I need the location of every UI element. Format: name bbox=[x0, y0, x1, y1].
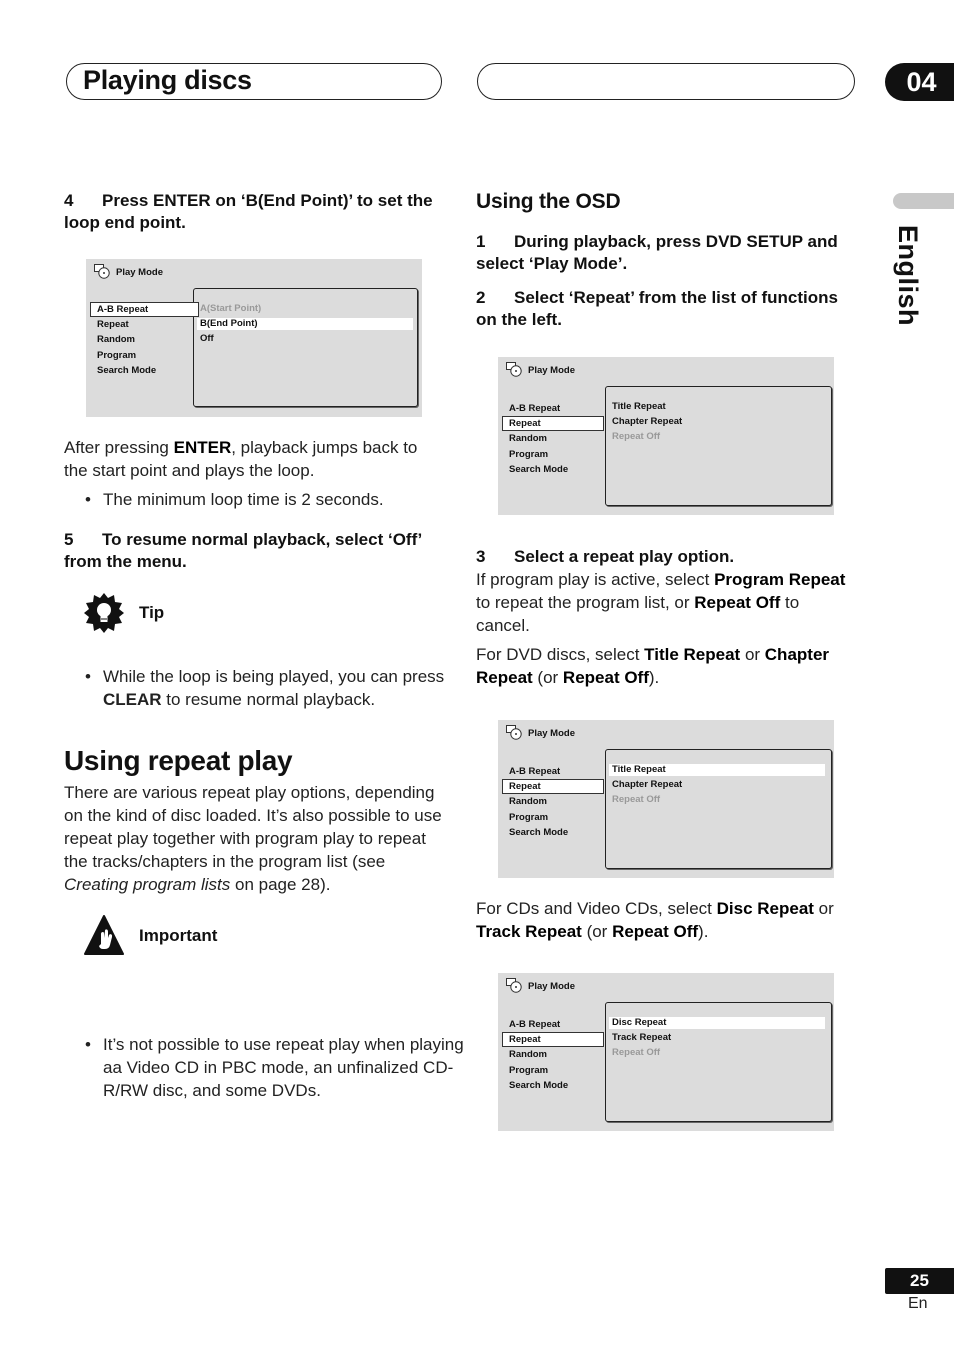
text-bold: Track Repeat bbox=[476, 922, 582, 941]
text-run: ). bbox=[648, 668, 660, 687]
step-3 bbox=[476, 546, 856, 568]
step-text: Select ‘Repeat’ from the list of functions on the left. bbox=[476, 288, 838, 329]
text-bold: Chapter Repeat bbox=[476, 645, 830, 687]
text-italic: Creating program lists bbox=[64, 875, 231, 894]
text-run: , playback jumps back to the start point and plays the loop. bbox=[64, 438, 418, 480]
important-bullet: • It’s not possible to use repeat play when playing aa Video CD in PBC mode, an unfinalized CD-R/RW disc, and some DVDs. bbox=[64, 1033, 468, 1102]
osd-options-panel bbox=[605, 386, 832, 506]
repeat-play-paragraph bbox=[64, 781, 446, 896]
osd-option[interactable]: Chapter Repeat bbox=[612, 779, 683, 790]
osd-option[interactable]: A(Start Point) bbox=[200, 303, 262, 314]
step-2 bbox=[476, 287, 846, 331]
osd-screen-ab-repeat bbox=[86, 259, 422, 417]
osd-menu-item[interactable]: Search Mode bbox=[509, 826, 569, 838]
osd-options-panel bbox=[605, 1002, 832, 1122]
section-title: Playing discs bbox=[83, 65, 252, 95]
osd-menu-item[interactable]: Search Mode bbox=[509, 463, 569, 475]
cd-repeat-paragraph bbox=[476, 897, 856, 943]
osd-title: Play Mode bbox=[528, 365, 575, 376]
step-number: 2 bbox=[476, 288, 486, 307]
osd-screen-repeat bbox=[498, 357, 834, 515]
program-repeat-paragraph bbox=[476, 568, 851, 637]
text-run: or bbox=[813, 899, 834, 918]
osd-title: Play Mode bbox=[528, 728, 575, 739]
osd-option[interactable]: Track Repeat bbox=[612, 1032, 672, 1043]
step-number: 4 bbox=[64, 191, 74, 210]
chapter-number: 04 bbox=[885, 63, 954, 101]
step-1 bbox=[476, 231, 856, 275]
osd-option-selected[interactable]: Title Repeat bbox=[609, 764, 825, 776]
text-bold: CLEAR bbox=[103, 690, 162, 709]
osd-menu-item[interactable]: Repeat bbox=[97, 319, 129, 330]
header-blank-box bbox=[477, 63, 855, 100]
osd-menu-item-selected[interactable]: A-B Repeat bbox=[90, 302, 199, 317]
important-warning-icon bbox=[84, 914, 124, 956]
text-bold: Disc Repeat bbox=[716, 899, 814, 918]
play-mode-icon bbox=[94, 264, 111, 279]
side-tab-marker bbox=[893, 193, 954, 209]
text-bold: Repeat Off bbox=[612, 922, 699, 941]
osd-menu-item-selected[interactable]: Repeat bbox=[502, 1032, 604, 1047]
step-text: During playback, press DVD SETUP and select ‘Play Mode’. bbox=[476, 232, 838, 273]
text-run: or bbox=[740, 645, 765, 664]
important-label: Important bbox=[139, 926, 218, 945]
osd-menu-item-selected[interactable]: Repeat bbox=[502, 779, 604, 794]
step-4 bbox=[64, 190, 444, 234]
osd-option[interactable]: Repeat Off bbox=[612, 794, 661, 805]
osd-menu bbox=[91, 302, 192, 378]
text-run: While the loop is being played, you can press bbox=[103, 667, 445, 686]
osd-title: Play Mode bbox=[116, 267, 163, 278]
play-mode-icon bbox=[506, 978, 523, 993]
text-bold: Program Repeat bbox=[714, 570, 846, 589]
osd-menu bbox=[503, 764, 604, 840]
text-run: to repeat the program list, or bbox=[476, 593, 695, 612]
text-bold: Title Repeat bbox=[644, 645, 741, 664]
osd-menu-item[interactable]: Search Mode bbox=[97, 364, 157, 376]
play-mode-icon bbox=[506, 725, 523, 740]
step-5 bbox=[64, 529, 444, 573]
osd-options-panel bbox=[605, 749, 832, 869]
text-run: After pressing bbox=[64, 438, 174, 457]
osd-option-selected[interactable]: Disc Repeat bbox=[609, 1017, 825, 1029]
step-text: Select a repeat play option. bbox=[514, 547, 735, 566]
osd-menu-item[interactable]: Search Mode bbox=[509, 1079, 569, 1091]
osd-option[interactable]: Off bbox=[200, 333, 214, 344]
osd-option[interactable]: Repeat Off bbox=[612, 1047, 661, 1058]
osd-menu-item[interactable]: Program bbox=[97, 349, 137, 361]
page-number: 25 bbox=[885, 1268, 954, 1294]
osd-menu-item[interactable]: A-B Repeat bbox=[509, 766, 561, 777]
osd-option[interactable]: Title Repeat bbox=[612, 401, 666, 412]
step-number: 1 bbox=[476, 232, 486, 251]
side-language-label: English bbox=[893, 225, 923, 327]
osd-screen-disc-repeat bbox=[498, 973, 834, 1131]
osd-menu bbox=[503, 1017, 604, 1093]
osd-option[interactable]: Repeat Off bbox=[612, 431, 661, 442]
tip-label: Tip bbox=[139, 603, 165, 622]
osd-options-panel bbox=[193, 288, 418, 407]
dvd-repeat-paragraph bbox=[476, 643, 856, 689]
tip-bullet bbox=[64, 665, 458, 711]
osd-option-selected[interactable]: B(End Point) bbox=[197, 318, 413, 330]
step-number: 5 bbox=[64, 530, 74, 549]
tip-lightbulb-icon bbox=[84, 592, 124, 634]
osd-menu-item[interactable]: Random bbox=[509, 796, 547, 808]
osd-screen-title-repeat bbox=[498, 720, 834, 878]
play-mode-icon bbox=[506, 362, 523, 377]
osd-menu-item[interactable]: Random bbox=[509, 1049, 547, 1061]
step-text: Press ENTER on ‘B(End Point)’ to set the loop end point. bbox=[64, 191, 433, 232]
heading-using-the-osd: Using the OSD bbox=[476, 190, 621, 213]
osd-title: Play Mode bbox=[528, 981, 575, 992]
text-bold: Repeat Off bbox=[562, 668, 649, 687]
text-run: on page 28). bbox=[230, 875, 331, 894]
text-bold: Repeat Off bbox=[694, 593, 781, 612]
text-bold: ENTER bbox=[173, 438, 232, 457]
text-run: There are various repeat play options, depending on the kind of disc loaded. It’s also possible to use repeat play together with program play to repeat the tracks/chapters in the program list (see bbox=[64, 783, 442, 871]
osd-option[interactable]: Chapter Repeat bbox=[612, 416, 683, 427]
osd-menu-item[interactable]: A-B Repeat bbox=[509, 1019, 561, 1030]
osd-menu-item[interactable]: A-B Repeat bbox=[509, 403, 561, 414]
text-run: (or bbox=[581, 922, 613, 941]
text-run: (or bbox=[532, 668, 563, 687]
text-run: to cancel. bbox=[476, 593, 800, 635]
osd-menu bbox=[503, 401, 604, 477]
after-pressing-paragraph bbox=[64, 436, 444, 482]
osd-menu-item-selected[interactable]: Repeat bbox=[502, 416, 604, 431]
osd-menu-item[interactable]: Random bbox=[509, 433, 547, 445]
osd-menu-item[interactable]: Random bbox=[97, 334, 135, 346]
page-language: En bbox=[908, 1295, 928, 1312]
text-run: ). bbox=[698, 922, 709, 941]
text-run: If program play is active, select bbox=[476, 570, 715, 589]
osd-menu-item[interactable]: Program bbox=[509, 811, 549, 823]
text-run: to resume normal playback. bbox=[161, 690, 376, 709]
osd-menu-item[interactable]: Program bbox=[509, 448, 549, 460]
section-title-box bbox=[66, 63, 442, 100]
bullet-min-loop: • The minimum loop time is 2 seconds. bbox=[64, 488, 448, 511]
text-run: For DVD discs, select bbox=[476, 645, 645, 664]
step-text: To resume normal playback, select ‘Off’ from the menu. bbox=[64, 530, 422, 571]
heading-using-repeat-play: Using repeat play bbox=[64, 745, 293, 776]
text-run: For CDs and Video CDs, select bbox=[476, 899, 717, 918]
step-number: 3 bbox=[476, 547, 486, 566]
osd-menu-item[interactable]: Program bbox=[509, 1064, 549, 1076]
